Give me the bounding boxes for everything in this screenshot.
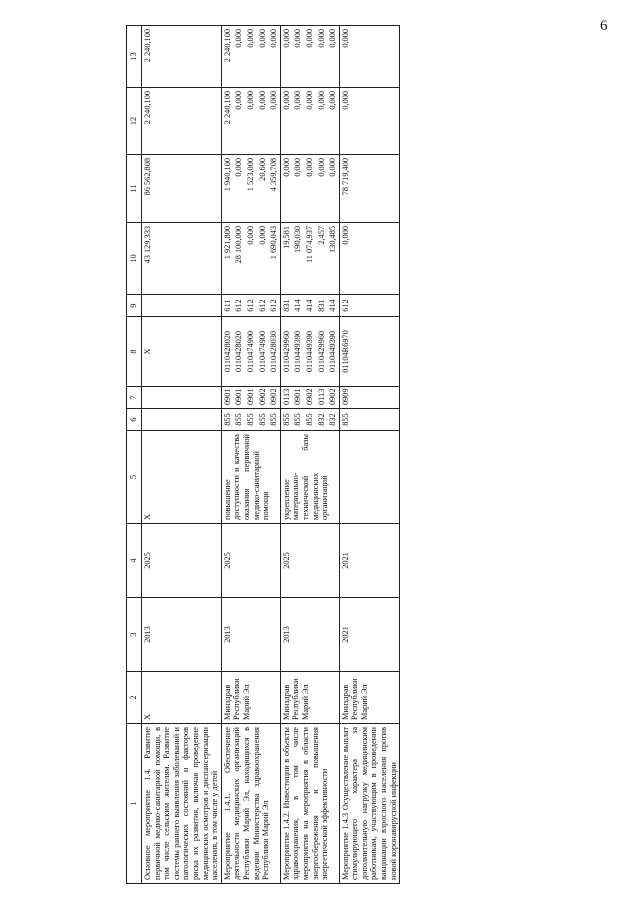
rzpr-code: 0902 [268,387,280,409]
amount-col10: 1 690,043 [268,223,280,295]
vr-code: 612 [339,295,400,317]
amount-col10: 0,000 [257,223,269,295]
vr-code: 612 [245,295,257,317]
amount-col13: 0,000 [304,26,316,88]
vr-code: 611 [221,295,233,317]
table-row [221,26,233,884]
amount-col11: 1 940,100 [221,155,233,223]
csr-code: 0110428020 [221,317,233,387]
vr-code: 414 [292,295,304,317]
grbs-code: 855 [304,409,316,431]
amount-col13: 0,000 [316,26,328,88]
amount-col11: 0,000 [233,155,245,223]
column-header: 5 [127,431,142,524]
column-header: 9 [127,295,142,317]
start-year: 2013 [221,598,280,672]
amount-col13: 0,000 [292,26,304,88]
grbs-code: 855 [245,409,257,431]
activity-name: Мероприятие 1.4.1. Обеспечение деятельности медицинских организаций Республики Марий Эл, находящихся в ведении Министерства здравоохранения Республики Марий Эл [221,724,280,884]
end-year: 2021 [339,524,400,598]
amount-col12: 0,000 [292,88,304,155]
amount-col10: 11 074,937 [304,223,316,295]
csr-code: 01104R6970 [339,317,400,387]
end-year: 2025 [280,524,339,598]
amount-col11: 20,600 [257,155,269,223]
table-row [339,26,400,884]
vr-code: 612 [257,295,269,317]
csr-code: 0110428030 [268,317,280,387]
amount-col10: 130,485 [327,223,339,295]
rzpr-code: 0902 [327,387,339,409]
rzpr-code: 0113 [316,387,328,409]
column-header: 2 [127,672,142,724]
column-header: 1 [127,724,142,884]
amount-col12: 2 240,100 [142,88,222,155]
amount-col10: 0,000 [339,223,400,295]
activity-name: Мероприятие 1.4.2. Инвестиции в объекты здравоохранения, в том числе мероприятия на мероприятия в области энергосбережения и повышения энергетической эффективности [280,724,339,884]
amount-col12: 0,000 [316,88,328,155]
rzpr-code: 0901 [221,387,233,409]
amount-col13: 0,000 [327,26,339,88]
vr-code: 831 [316,295,328,317]
expected-result [339,431,400,524]
amount-col10: 2,457 [316,223,328,295]
amount-col10: 43 129,333 [142,223,222,295]
amount-col11: 0,000 [304,155,316,223]
rzpr-code: 0901 [245,387,257,409]
vr-code: 831 [280,295,292,317]
page-number: 6 [600,18,608,34]
amount-col11: 4 359,708 [268,155,280,223]
grbs-code [142,409,222,431]
executor: X [142,672,222,724]
expected-result: X [142,431,222,524]
amount-col13: 2 240,100 [142,26,222,88]
table-row [142,26,222,884]
end-year: 2025 [142,524,222,598]
table-row [280,26,292,884]
amount-col13: 0,000 [280,26,292,88]
column-number-row [127,26,142,884]
csr-code: X [142,317,222,387]
rzpr-code: 0909 [339,387,400,409]
column-header: 3 [127,598,142,672]
column-header: 12 [127,88,142,155]
vr-code: 414 [304,295,316,317]
executor: Минздрав Республики Марий Эл [339,672,400,724]
start-year: 2013 [142,598,222,672]
amount-col11: 0,000 [280,155,292,223]
amount-col13: 2 240,100 [221,26,233,88]
rzpr-code: 0113 [280,387,292,409]
amount-col12: 0,000 [268,88,280,155]
grbs-code: 832 [316,409,328,431]
amount-col13: 0,000 [233,26,245,88]
column-header: 8 [127,317,142,387]
column-header: 4 [127,524,142,598]
vr-code: 414 [327,295,339,317]
executor: Минздрав Республики Марий Эл [221,672,280,724]
csr-code: 0110428020 [233,317,245,387]
amount-col11: 86 562,808 [142,155,222,223]
csr-code: 0110449390 [304,317,316,387]
grbs-code: 832 [327,409,339,431]
grbs-code: 855 [339,409,400,431]
amount-col12: 0,000 [245,88,257,155]
csr-code: 0110449390 [327,317,339,387]
activity-name: Основное мероприятие 1.4. Развитие первичной медико-санитарной помощи, в том числе сельским жителям. Развитие системы раннего выявления заболеваний и патологических состояний и факторов риска их развития, включая проведение медицинских осмотров и диспансеризации населения, в том числе у детей [142,724,222,884]
table-body [142,26,400,884]
expected-result: укрепление материально-технической базы медицинских организаций [280,431,339,524]
grbs-code: 855 [233,409,245,431]
grbs-code: 855 [268,409,280,431]
budget-table [126,25,400,884]
expected-result: повышение доступности и качества оказания первичной медико-санитарной помощи [221,431,280,524]
amount-col12: 0,000 [280,88,292,155]
rzpr-code: 0902 [304,387,316,409]
column-header: 13 [127,26,142,88]
vr-code [142,295,222,317]
amount-col12: 0,000 [257,88,269,155]
column-header: 6 [127,409,142,431]
csr-code: 0110474900 [257,317,269,387]
csr-code: 0110429960 [316,317,328,387]
amount-col13: 0,000 [257,26,269,88]
amount-col11: 0,000 [327,155,339,223]
grbs-code: 855 [221,409,233,431]
amount-col10: 1 921,800 [221,223,233,295]
amount-col13: 0,000 [268,26,280,88]
rzpr-code: 0901 [292,387,304,409]
amount-col11: 78 719,400 [339,155,400,223]
csr-code: 0110474900 [245,317,257,387]
activity-name: Мероприятие 1.4.3 Осуществление выплат стимулирующего характера за дополнительную нагрузку медицинским работникам, участвующим в проведении вакцинации взрослого населения против новой коронавирусной инфекции [339,724,400,884]
vr-code: 612 [233,295,245,317]
amount-col10: 190,030 [292,223,304,295]
amount-col12: 0,000 [304,88,316,155]
column-header: 10 [127,223,142,295]
rzpr-code [142,387,222,409]
budget-table-page [126,26,526,884]
rzpr-code: 0901 [233,387,245,409]
amount-col12: 0,000 [233,88,245,155]
amount-col10: 28 100,000 [233,223,245,295]
amount-col11: 0,000 [316,155,328,223]
rzpr-code: 0902 [257,387,269,409]
amount-col13: 0,000 [339,26,400,88]
csr-code: 0110429960 [280,317,292,387]
csr-code: 0110449390 [292,317,304,387]
amount-col11: 0,000 [292,155,304,223]
amount-col12: 0,000 [339,88,400,155]
amount-col12: 2 240,100 [221,88,233,155]
start-year: 2021 [339,598,400,672]
end-year: 2025 [221,524,280,598]
amount-col12: 0,000 [327,88,339,155]
amount-col13: 0,000 [245,26,257,88]
amount-col10: 0,000 [245,223,257,295]
executor: Минздрав Республики Марий Эл [280,672,339,724]
column-header: 11 [127,155,142,223]
column-header: 7 [127,387,142,409]
grbs-code: 855 [292,409,304,431]
amount-col11: 1 523,000 [245,155,257,223]
amount-col10: 19,581 [280,223,292,295]
grbs-code: 855 [257,409,269,431]
grbs-code: 855 [280,409,292,431]
start-year: 2013 [280,598,339,672]
vr-code: 612 [268,295,280,317]
